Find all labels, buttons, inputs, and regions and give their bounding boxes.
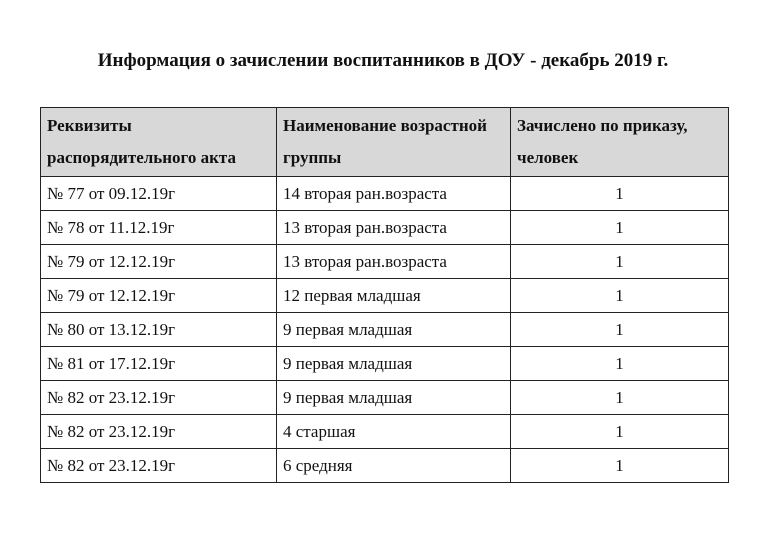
cell-count: 1 xyxy=(511,245,729,279)
cell-group: 9 первая младшая xyxy=(277,313,511,347)
cell-group: 9 первая младшая xyxy=(277,347,511,381)
header-count: Зачислено по приказу, человек xyxy=(511,108,729,177)
table-row xyxy=(41,381,729,415)
document-title: Информация о зачислении воспитанников в ДОУ - декабрь 2019 г. xyxy=(97,50,669,71)
header-act: Реквизиты распорядительного акта xyxy=(41,108,277,177)
cell-act: № 78 от 11.12.19г xyxy=(41,211,277,245)
cell-act: № 79 от 12.12.19г xyxy=(41,279,277,313)
table-row xyxy=(41,245,729,279)
cell-count: 1 xyxy=(511,415,729,449)
cell-group: 6 средняя xyxy=(277,449,511,483)
cell-act: № 82 от 23.12.19г xyxy=(41,381,277,415)
cell-count: 1 xyxy=(511,313,729,347)
cell-act: № 82 от 23.12.19г xyxy=(41,415,277,449)
cell-act: № 77 от 09.12.19г xyxy=(41,177,277,211)
table-row xyxy=(41,313,729,347)
table-header-row xyxy=(41,108,729,177)
cell-count: 1 xyxy=(511,449,729,483)
header-group: Наименование возрастной группы xyxy=(277,108,511,177)
cell-act: № 80 от 13.12.19г xyxy=(41,313,277,347)
cell-group: 14 вторая ран.возраста xyxy=(277,177,511,211)
cell-count: 1 xyxy=(511,347,729,381)
cell-count: 1 xyxy=(511,177,729,211)
cell-act: № 81 от 17.12.19г xyxy=(41,347,277,381)
cell-group: 12 первая младшая xyxy=(277,279,511,313)
cell-group: 4 старшая xyxy=(277,415,511,449)
cell-act: № 82 от 23.12.19г xyxy=(41,449,277,483)
table-row xyxy=(41,415,729,449)
cell-group: 9 первая младшая xyxy=(277,381,511,415)
table-row xyxy=(41,449,729,483)
cell-count: 1 xyxy=(511,381,729,415)
enrollment-table xyxy=(40,107,729,483)
cell-count: 1 xyxy=(511,211,729,245)
table-row xyxy=(41,279,729,313)
cell-act: № 79 от 12.12.19г xyxy=(41,245,277,279)
table-row xyxy=(41,211,729,245)
table-row xyxy=(41,177,729,211)
table-row xyxy=(41,347,729,381)
cell-count: 1 xyxy=(511,279,729,313)
cell-group: 13 вторая ран.возраста xyxy=(277,245,511,279)
cell-group: 13 вторая ран.возраста xyxy=(277,211,511,245)
